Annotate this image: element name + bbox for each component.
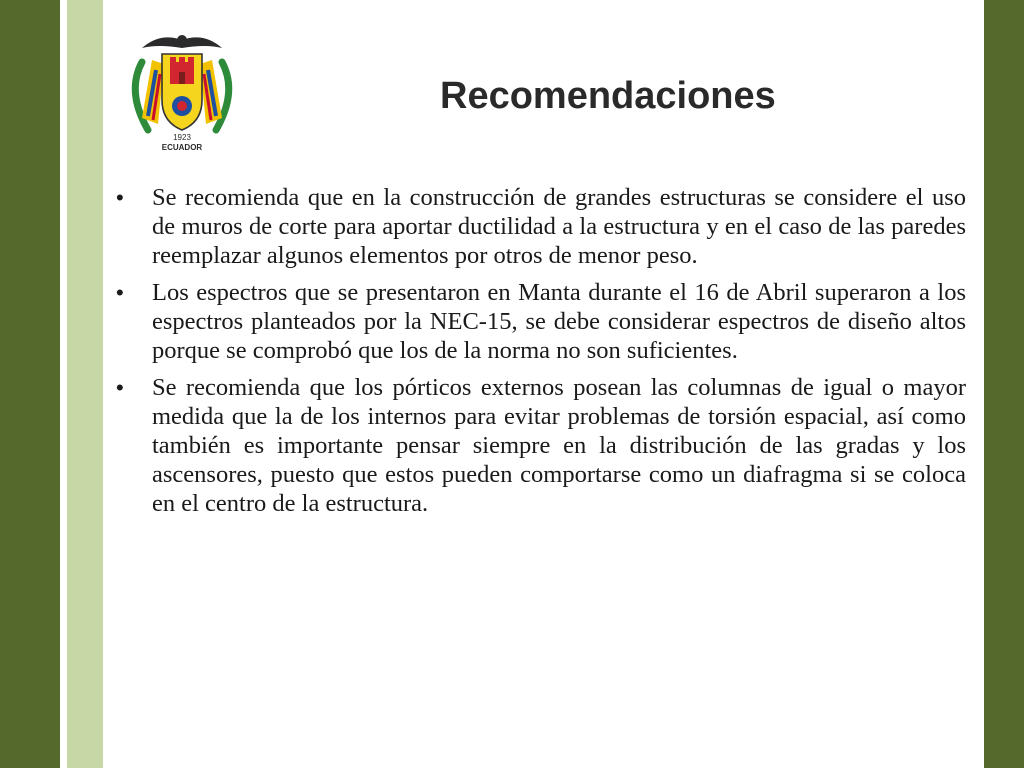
bullet-text: Los espectros que se presentaron en Manta durante el 16 de Abril superaron a los espectros planteados por la NEC-15, se debe considerar espectros de diseño altos porque se comprobó que los de la norma no son suficientes. <box>152 279 966 364</box>
ecuador-emblem-logo <box>120 26 244 154</box>
bullet-item <box>116 278 966 365</box>
left-light-bar <box>67 0 103 768</box>
left-dark-bar <box>0 0 60 768</box>
bullet-text: Se recomienda que los pórticos externos posean las columnas de igual o mayor medida que la de los internos para evitar problemas de torsión espacial, así como también es importante pensar siempre en la distribución de las gradas y los ascensores, puesto que estos pueden comportarse como un diafragma si se coloca en el centro de la estructura. <box>152 374 966 517</box>
slide-title: Recomendaciones <box>440 75 776 117</box>
bullet-text: Se recomienda que en la construcción de grandes estructuras se considere el uso de muros de corte para aportar ductilidad a la estructura y en el caso de las paredes reemplazar algunos elementos por otros de menor peso. <box>152 184 966 269</box>
bullet-icon: • <box>116 280 124 305</box>
bullet-icon: • <box>116 185 124 210</box>
bullet-item <box>116 373 966 518</box>
condor-head-icon <box>177 35 187 45</box>
bullet-list <box>116 183 966 526</box>
bullet-item <box>116 183 966 270</box>
bullet-icon: • <box>116 375 124 400</box>
emblem-country: ECUADOR <box>161 143 203 152</box>
right-dark-bar <box>984 0 1024 768</box>
emblem-year: 1923 <box>173 133 191 142</box>
